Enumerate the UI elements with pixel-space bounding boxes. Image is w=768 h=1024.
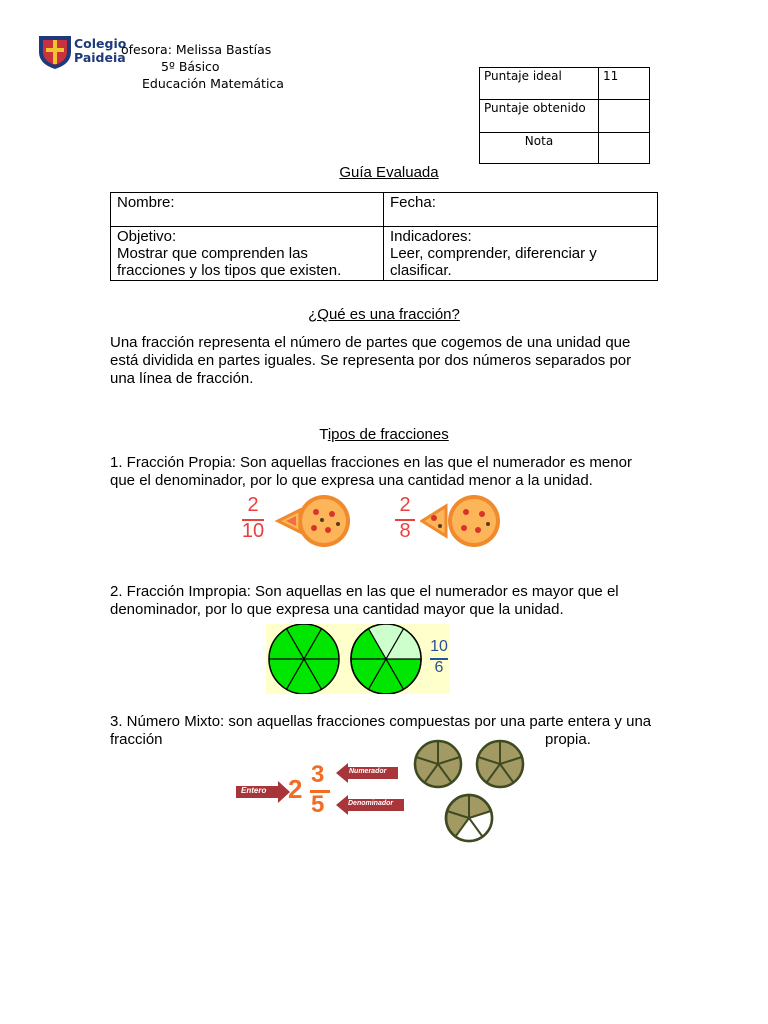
label-denominador: Denominador [348, 800, 394, 807]
label-entero: Entero [241, 786, 267, 795]
teacher-name: ofesora: Melissa Bastías [121, 42, 272, 57]
pie-circle-full [266, 624, 342, 694]
page-title: Guía Evaluada [339, 164, 439, 181]
objetivo-label: Objetivo: [117, 228, 177, 245]
mixed-number-text: 3. Número Mixto: son aquellas fracciones compuestas por una parte entera y una fracción [110, 713, 652, 748]
indicadores-label: Indicadores: [390, 228, 472, 245]
score-value[interactable] [599, 133, 650, 164]
objetivo-text: Mostrar que comprenden las fracciones y los tipos que existen. [117, 245, 342, 279]
logo-text-colegio: Colegio [74, 36, 127, 51]
pie-circle-partial-olive [443, 792, 495, 844]
pie-circle-whole-1 [412, 738, 464, 790]
subject-name: Educación Matemática [142, 76, 284, 91]
improper-fraction-text: 2. Fracción Impropia: Son aquellas en las que el numerador es mayor que el denominador, por lo que expresa una cantidad mayor que la unidad. [110, 583, 619, 618]
label-numerador: Numerador [349, 768, 387, 775]
section-heading-types [0, 426, 768, 444]
score-label: Puntaje obtenido [480, 100, 599, 133]
pie-circle-whole-2 [474, 738, 526, 790]
info-table [110, 192, 658, 281]
score-value: 11 [599, 68, 650, 100]
mixed-denominator: 5 [311, 791, 325, 818]
shield-icon [37, 34, 73, 70]
pizza-icon [270, 492, 350, 550]
indicadores-text: Leer, comprender, diferenciar y clasificar. [390, 245, 597, 279]
objetivo-cell [111, 227, 384, 281]
score-value[interactable] [599, 100, 650, 133]
logo-text-paideia: Paideia [74, 50, 126, 65]
fraction-denominator: 10 [241, 520, 265, 542]
proper-fraction-text: 1. Fracción Propia: Son aquellas fracciones en las que el numerador es menor que el denominador, por lo que expresa una cantidad menor a la unidad. [110, 454, 632, 489]
indicadores-cell [384, 227, 658, 281]
pizza-fraction-2 [392, 492, 504, 550]
fraction-denominator: 8 [399, 520, 411, 542]
score-table [479, 67, 650, 164]
school-logo [37, 34, 127, 70]
section-heading-fraction: ¿Qué es una fracción? [308, 306, 460, 323]
heading-first-letter: T [319, 426, 328, 443]
mixed-number-text-end: propia. [545, 731, 591, 748]
pizza-fraction-1 [238, 492, 350, 550]
pie-circle-partial [348, 624, 424, 694]
fraction-numerator: 10 [430, 638, 448, 655]
heading-rest: ipos de fracciones [327, 426, 449, 443]
fecha-field[interactable]: Fecha: [384, 193, 658, 227]
fraction-denominator: 6 [434, 659, 444, 676]
mixed-numerator: 3 [311, 761, 325, 788]
grade-level: 5º Básico [161, 59, 220, 74]
mixed-number-figure [236, 760, 406, 820]
fraction-numerator: 2 [247, 494, 259, 516]
fraction-definition: Una fracción representa el número de partes que cogemos de una unidad que está dividida en partes iguales. Se representa por dos números separados por una línea de fracción. [110, 334, 632, 387]
nombre-field[interactable]: Nombre: [111, 193, 384, 227]
score-label: Puntaje ideal [480, 68, 599, 100]
fraction-numerator: 2 [399, 494, 411, 516]
pizza-icon [420, 492, 502, 550]
score-label: Nota [480, 133, 599, 164]
mixed-whole: 2 [288, 774, 303, 804]
improper-fraction-figure [266, 624, 450, 694]
